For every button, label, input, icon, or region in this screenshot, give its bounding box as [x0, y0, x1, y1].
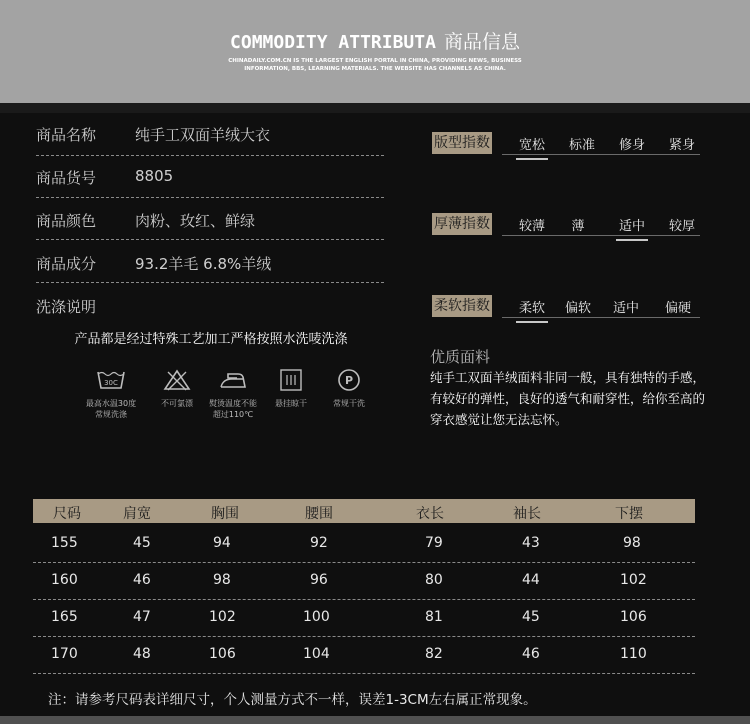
wash-icon-item [260, 368, 322, 409]
attr-row-name [36, 124, 386, 154]
size-header-cell: 腰围 [305, 506, 333, 522]
attr-value: 8805 [135, 167, 174, 185]
size-cell: 46 [133, 572, 151, 588]
scale-option: 宽松 [506, 134, 558, 153]
wash-caption [146, 398, 208, 409]
attr-label: 商品名称 [36, 126, 97, 144]
table-row [33, 637, 695, 674]
footer-band [0, 716, 750, 724]
wash-caption-line: 不可氯漂 [161, 399, 193, 408]
hang-dry-icon [276, 368, 306, 392]
attr-label: 商品货号 [36, 169, 97, 187]
wash-description: 产品都是经过特殊工艺加工严格按照水洗唛洗涤 [74, 332, 348, 347]
scale-option: 修身 [618, 138, 645, 153]
attr-divider [36, 239, 384, 240]
size-cell: 43 [522, 535, 540, 551]
table-row [33, 526, 695, 563]
scale-option: 偏软 [564, 301, 591, 316]
scale-option: 薄 [571, 219, 585, 234]
quality-description: 纯手工双面羊绒面料非同一般，具有独特的手感，有较好的弹性，良好的透气和耐穿性，给你至高的穿衣感觉让您无法忘怀。 [430, 370, 706, 427]
scale-option: 紧身 [668, 138, 695, 153]
wash-icon-item [80, 368, 142, 420]
size-cell: 47 [133, 609, 151, 625]
wash-caption-line: 超过110℃ [212, 410, 254, 419]
attr-row-material [36, 253, 386, 283]
attr-divider [36, 282, 384, 283]
attr-value: 肉粉、玫红、鲜绿 [135, 212, 256, 230]
wash-icon-item [202, 368, 264, 420]
size-header-cell: 下摆 [615, 506, 643, 522]
wash-caption [260, 398, 322, 409]
scale-softness [432, 295, 700, 319]
size-header-cell: 尺码 [53, 506, 81, 522]
table-row [33, 600, 695, 637]
size-cell: 92 [310, 535, 328, 551]
attr-row-color [36, 210, 386, 240]
size-cell: 46 [522, 646, 540, 662]
quality-title: 优质面料 [430, 348, 491, 366]
attr-label: 商品成分 [36, 255, 97, 273]
wash-icon-item [146, 368, 208, 409]
header-banner [0, 0, 750, 103]
no-bleach-icon [162, 368, 192, 392]
attr-value: 纯手工双面羊绒大衣 [135, 126, 271, 144]
size-cell: 102 [620, 572, 647, 588]
header-title-en: COMMODITY ATTRIBUTA [230, 32, 436, 53]
size-cell: 80 [425, 572, 443, 588]
wash-30-icon [96, 368, 126, 392]
scale-options [502, 132, 700, 155]
size-cell: 44 [522, 572, 540, 588]
size-note: 注：请参考尺码表详细尺寸，个人测量方式不一样，误差1-3CM左右属正常现象。 [48, 692, 537, 708]
attr-label: 商品颜色 [36, 212, 97, 230]
wash-caption-line: 最高水温30度 [85, 399, 137, 408]
size-cell: 98 [623, 535, 641, 551]
size-cell: 94 [213, 535, 231, 551]
scale-option: 较厚 [668, 219, 695, 234]
size-cell: 96 [310, 572, 328, 588]
wash-caption [80, 398, 142, 420]
dry-clean-icon [334, 368, 364, 392]
scale-name: 柔软指数 [432, 295, 492, 317]
size-cell: 82 [425, 646, 443, 662]
wash-icons [85, 368, 388, 438]
wash-caption-line: 熨烫温度不能 [209, 399, 257, 408]
size-header-cell: 袖长 [513, 506, 541, 522]
size-cell: 110 [620, 646, 647, 662]
header-divider [0, 103, 750, 113]
wash-title: 洗涤说明 [36, 298, 97, 316]
scale-option: 柔软 [506, 297, 558, 316]
wash-caption-line: 悬挂晾干 [275, 399, 307, 408]
header-subtitle-line2: INFORMATION, BBS, LEARNING MATERIALS. THE WEBSITE HAS CHANNELS AS CHINA. [244, 66, 506, 72]
size-cell: 98 [213, 572, 231, 588]
size-cell: 81 [425, 609, 443, 625]
header-subtitle [0, 57, 750, 73]
size-table-header [33, 499, 695, 523]
scale-option: 偏硬 [664, 301, 691, 316]
attr-value: 93.2羊毛 6.8%羊绒 [135, 255, 272, 273]
size-cell: 106 [620, 609, 647, 625]
size-cell: 170 [51, 646, 78, 662]
header-subtitle-line1: CHINADAILY.COM.CN IS THE LARGEST ENGLISH PORTAL IN CHINA, PROVIDING NEWS, BUSINESS [228, 58, 522, 64]
attr-divider [36, 197, 384, 198]
size-cell: 155 [51, 535, 78, 551]
size-cell: 106 [209, 646, 236, 662]
scale-name: 版型指数 [432, 132, 492, 154]
size-header-cell: 肩宽 [123, 506, 151, 522]
wash-caption-line: 常规洗涤 [95, 410, 127, 419]
wash-30-text: 30C [104, 379, 118, 387]
scale-option: 适中 [612, 301, 639, 316]
scale-options [502, 295, 700, 318]
scale-options [502, 213, 700, 236]
size-cell: 104 [303, 646, 330, 662]
size-cell: 45 [133, 535, 151, 551]
size-cell: 45 [522, 609, 540, 625]
scale-option: 较薄 [518, 219, 545, 234]
size-cell: 48 [133, 646, 151, 662]
dry-clean-text: P [344, 374, 354, 387]
wash-caption-line: 常规干洗 [333, 399, 365, 408]
size-cell: 100 [303, 609, 330, 625]
scale-option: 适中 [606, 215, 658, 234]
size-cell: 102 [209, 609, 236, 625]
scale-option: 标准 [568, 138, 595, 153]
header-title [0, 27, 750, 54]
wash-caption [202, 398, 264, 420]
scale-thickness [432, 213, 700, 237]
scale-fit [432, 132, 700, 156]
size-cell: 79 [425, 535, 443, 551]
iron-icon [218, 368, 248, 392]
size-header-cell: 衣长 [416, 506, 444, 522]
size-cell: 165 [51, 609, 78, 625]
table-row [33, 563, 695, 600]
wash-caption [318, 398, 380, 409]
scale-name: 厚薄指数 [432, 213, 492, 235]
attr-divider [36, 155, 384, 156]
attr-row-sku [36, 167, 386, 197]
size-header-cell: 胸围 [211, 506, 239, 522]
size-cell: 160 [51, 572, 78, 588]
wash-icon-item [318, 368, 380, 409]
header-title-zh: 商品信息 [443, 31, 520, 53]
